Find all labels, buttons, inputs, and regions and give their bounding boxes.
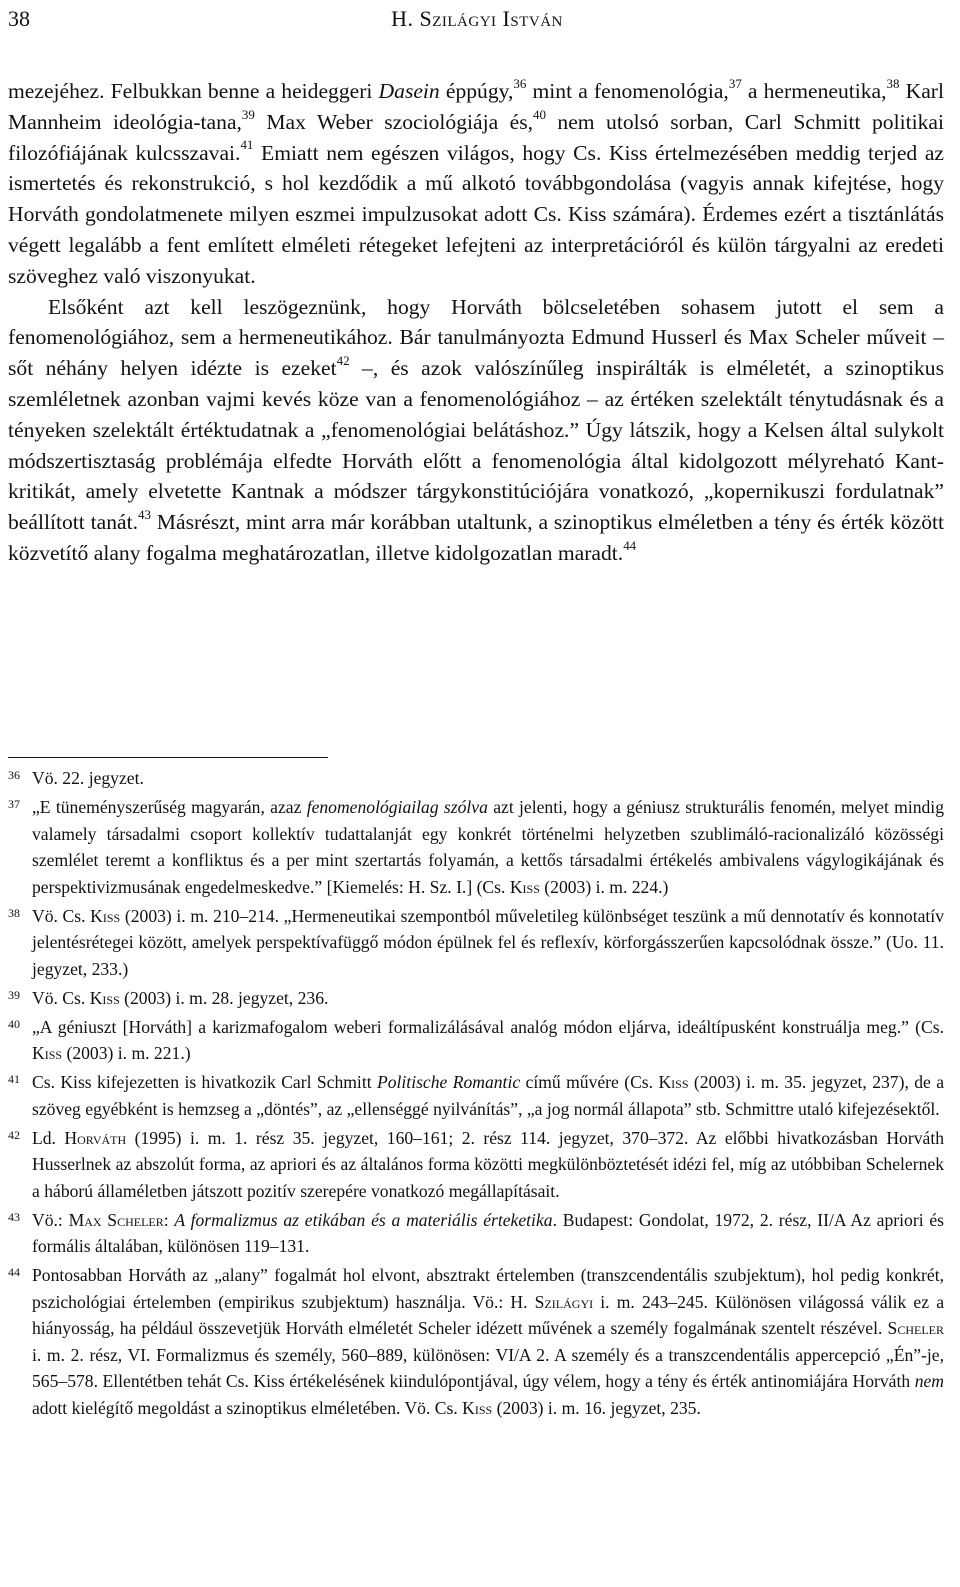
footnote-ref-41[interactable]: 41 (240, 137, 254, 153)
paragraph-1 (8, 76, 944, 292)
footnote-ref-44[interactable]: 44 (623, 537, 637, 553)
footnote-37 (8, 794, 944, 900)
author-name: Horváth (64, 1127, 127, 1148)
text-run: . Budapest: Gondolat, 1972, 2. rész, II/A Az apriori és formális általában, különösen 119–131. (32, 1209, 944, 1256)
footnote-ref-36[interactable]: 36 (513, 75, 527, 91)
footnote-number: 39 (8, 987, 20, 1002)
running-head (8, 6, 946, 32)
text-run: című művére (Cs. (520, 1072, 659, 1092)
text-run: „E tüneményszerűség magyarán, azaz (32, 797, 307, 817)
author-name: Kiss (509, 876, 540, 897)
text-run: Max Weber szociológiája és, (254, 109, 534, 134)
text-run: i. m. 2. rész, VI. Formalizmus és személy, 560–889, különösen: VI/A 2. A személy és a transzcendentális appercepció „Én”-je, 565–578. Ellentétben tehát Cs. Kiss értékelésének kiindulópontjával, úgy vélem, hogy a tény és érték antinomiájára Horváth (32, 1344, 944, 1391)
text-run: Elsőként azt kell leszögeznünk, hogy Horváth bölcseletében sohasem jutott el sem a fenomenológiához, sem a hermeneutikához. Bár tanulmányozta Edmund Husserl és Max Scheler műveit – sőt néhány helyen idézte is ezeket (8, 294, 944, 381)
italic-term: fenomenológiailag szólva (306, 797, 488, 817)
author-name: Kiss (32, 1043, 63, 1063)
running-head-given: stván (510, 6, 563, 31)
author-name: Szilágyi (534, 1291, 594, 1312)
footnote-ref-43[interactable]: 43 (137, 507, 151, 523)
author-name: Kiss (462, 1397, 493, 1418)
footnote-44 (8, 1262, 944, 1421)
author-name: Max Scheler (68, 1209, 164, 1230)
footnote-number: 43 (8, 1209, 20, 1224)
running-head-surname: zilágyi (432, 6, 497, 31)
footnote-number: 44 (8, 1265, 20, 1279)
text-run: mint a fenomenológia, (526, 79, 729, 103)
text-run: Karl Mannheim ideológia-tana, (8, 79, 944, 134)
text-run: (2003) i. m. 35. jegyzet, 237), de a szöveg egyébként is hemzseg a „döntés”, az „ellenséggé nyilvánítás”, „a jog normál állapota” stb. Schmittre utaló kifejezésektől. (32, 1072, 945, 1119)
footnote-number: 42 (8, 1127, 20, 1142)
author-name: Kiss (658, 1072, 689, 1092)
italic-term: Dasein (378, 79, 440, 103)
text-run: éppúgy, (439, 79, 514, 103)
main-text (8, 76, 944, 569)
text-run: azt jelenti, hogy a géniusz strukturális fenomén, melyet mindig valamely társadalmi csoport kollektív tudattalanját egy konkrét történelmi helyzetben szublimáló-racionalizáló közösségi szemlélet teremt a konfliktus és a per mint szertartás folyamán, a kettős társadalmi értékelés ambivalens vágylogikájának és perspektivizmusának engedelmeskedve.” [Kiemelés: H. Sz. I.] (Cs. (32, 797, 944, 897)
running-head-given-initial: I (496, 6, 511, 31)
text-run: i. m. 243–245. Különösen világossá válik ez a hiányosság, ha például összevetjük Horváth elméletét Scheler idézett művének a személy fogalmának szentelt részével. (32, 1291, 945, 1338)
paragraph-2 (8, 292, 944, 569)
footnote-43 (8, 1207, 944, 1260)
page-header (8, 6, 946, 46)
footnote-number: 37 (8, 797, 20, 811)
page-number: 38 (8, 6, 30, 31)
text-run: Ld. (32, 1127, 65, 1148)
text-run: Vö. Cs. (32, 905, 91, 926)
footnotes (8, 765, 944, 1424)
author-name: Kiss (89, 987, 120, 1008)
text-run: (2003) i. m. 221.) (62, 1043, 191, 1063)
footnote-ref-42[interactable]: 42 (336, 353, 350, 369)
text-run: Vö. Cs. (32, 987, 90, 1008)
text-run: Pontosabban Horváth az „alany” fogalmát hol elvont, absztrakt értelemben (transzcendentális szubjektum), hol pedig konkrét, pszichológiai értelemben (empirikus szubjektum) használja. Vö.: H. (32, 1265, 944, 1312)
footnote-40 (8, 1014, 944, 1067)
footnote-number: 38 (8, 905, 20, 920)
footnote-number: 40 (8, 1016, 20, 1031)
text-run: nem utolsó sorban, Carl Schmitt politikai filozófiájának kulcsszavai. (8, 109, 944, 165)
running-head-initial: H. S (391, 6, 433, 31)
text-run: Cs. Kiss kifejezetten is hivatkozik Carl Schmitt (32, 1072, 377, 1092)
footnote-ref-39[interactable]: 39 (241, 106, 255, 122)
author-name: Scheler (887, 1318, 944, 1338)
footnote-number: 36 (8, 768, 20, 782)
text-run: a hermeneutika, (741, 79, 887, 103)
text-run: Emiatt nem egészen világos, hogy Cs. Kiss értelmezésében meddig terjed az ismertetés és rekonstrukció, s hol kezdődik a mű alkotó továbbgondolása (vagyis annak kifejtése, hogy Horváth gondolatmenete milyen eszmei impulzusokat adott Cs. Kiss számára). Érdemes ezért a tisztánlátás végett legalább a fent említett elméleti rétegeket lefejteni az interpretációról és külön tárgyalni az eredeti szöveghez való viszonyukat. (8, 140, 944, 288)
text-run: Vö.: (32, 1209, 69, 1230)
italic-term: nem (914, 1371, 944, 1391)
italic-title: Politische Romantic (376, 1072, 521, 1092)
text-run: (2003) i. m. 224.) (539, 876, 669, 897)
footnote-ref-38[interactable]: 38 (886, 75, 900, 91)
footnote-ref-40[interactable]: 40 (533, 106, 546, 122)
footnote-number: 41 (8, 1072, 20, 1086)
italic-title: A formalizmus az etikában és a materiális érteketika (174, 1209, 553, 1230)
footnote-41 (8, 1069, 944, 1122)
footnote-39 (8, 985, 944, 1012)
text-run: : (163, 1209, 175, 1230)
footnote-ref-37[interactable]: 37 (728, 75, 742, 91)
footnote-separator (8, 757, 328, 758)
text-run: Másrészt, mint arra már korábban utaltunk, a szinoptikus elméletben a tény és érték között közvetítő alany fogalma meghatározatlan, illetve kidolgozatlan maradt. (8, 510, 944, 565)
author-name: Kiss (90, 905, 121, 926)
text-run: Vö. 22. jegyzet. (32, 768, 144, 788)
text-run: mezejéhez. Felbukkan benne a heideggeri (8, 79, 379, 103)
text-run: adott kielégítő megoldást a szinoptikus elméletében. Vö. Cs. (32, 1397, 463, 1418)
text-run: (1995) i. m. 1. rész 35. jegyzet, 160–161; 2. rész 114. jegyzet, 370–372. Az előbbi hivatkozásban Horváth Husserlnek az abszolút forma, az apriori és az általános forma közötti megkülönböztetését idézi fel, míg az utóbbiban Schelernek a háború államéletben játszott pozitív szerepére vonatkozó megállapításait. (32, 1127, 945, 1201)
footnote-36 (8, 765, 944, 792)
text-run: (2003) i. m. 16. jegyzet, 235. (492, 1397, 701, 1418)
text-run: „A géniuszt [Horváth] a karizmafogalom weberi formalizálásával analóg módon eljárva, ideáltípusként konstruálja meg.” (Cs. (32, 1016, 944, 1037)
text-run: (2003) i. m. 210–214. „Hermeneutikai szempontból műveletileg különbséget teszünk a mű dennotatív és konnotatív jelentésrétegei között, amelyek perspektívafüggő módon épülnek fel és reflexív, körforgásszerűen kapcsolódnak össze.” (Uo. 11. jegyzet, 233.) (32, 905, 944, 979)
text-run: (2003) i. m. 28. jegyzet, 236. (119, 987, 329, 1008)
footnote-42 (8, 1125, 944, 1205)
text-run: –, és azok valószínűleg inspirálták is elméletét, a szinoptikus szemléletnek azonban vajmi kevés köze van a fenomenológiához – az értéken szelektált ténytudásnak és a tényeken szelektált értéktudatnak a „fenomenológiai belátáshoz.” Úgy látszik, hogy a Kelsen által sulykolt módszertisztaság problémája elfedte Horváth előtt a fenomenológia által kidolgozott mélyreható Kant-kritikát, amely elvetette Kantnak a módszer tárgykonstitúciójára vonatkozó, „kopernikuszi fordulatnak” beállított tanát. (8, 356, 944, 535)
footnote-38 (8, 903, 944, 983)
